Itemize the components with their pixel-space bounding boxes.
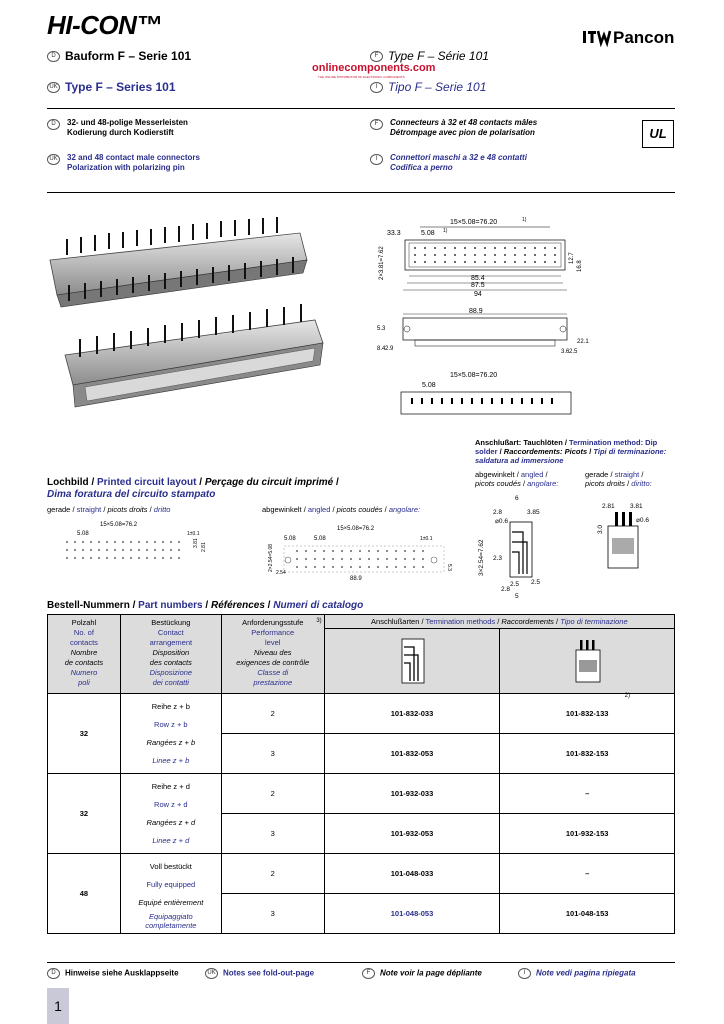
level-cell: 2	[221, 694, 324, 734]
svg-text:3.6: 3.6	[561, 349, 570, 355]
poles-cell: 32	[48, 774, 121, 854]
poles-cell: 48	[48, 854, 121, 934]
svg-text:16.8: 16.8	[577, 260, 583, 272]
svg-text:87.5: 87.5	[471, 282, 485, 289]
table-row	[48, 774, 675, 814]
arrangement-cell: Reihe z + b Row z + b Rangées z + b Linee z + b	[120, 694, 221, 774]
termination-angled-label: abgewinkelt / angled / picots coudés / angolare:	[475, 470, 559, 488]
part-number-angled: 101-932-033	[324, 774, 500, 814]
footer-note-de: D Hinweise siehe Ausklappseite	[47, 968, 179, 979]
part-number-straight: 101-048-153	[500, 894, 675, 934]
svg-text:⌀0.6: ⌀0.6	[636, 517, 649, 524]
header-bestueckung: Bestückung Contact arrangement Disposition des contacts Disposizione dei contatti	[120, 615, 221, 694]
level-cell: 2	[221, 774, 324, 814]
order-title: Bestell-Nummern / Part numbers / Références / Numeri di catalogo	[47, 600, 364, 611]
svg-text:3.81: 3.81	[193, 538, 199, 548]
svg-text:2.3: 2.3	[493, 555, 503, 562]
part-number-straight: –	[500, 854, 675, 894]
page-number: 1	[54, 998, 62, 1014]
part-number-straight: 101-932-153	[500, 814, 675, 854]
header-divider	[47, 108, 675, 109]
logo-text: Pancon	[613, 28, 675, 47]
svg-text:2×2.54=5.08: 2×2.54=5.08	[268, 543, 274, 572]
poles-cell: 32	[48, 694, 121, 774]
svg-text:85.4: 85.4	[471, 275, 485, 282]
svg-text:15×5.08=76.20: 15×5.08=76.20	[450, 372, 498, 379]
svg-text:⌀0.6: ⌀0.6	[495, 518, 508, 525]
desc-uk: UK 32 and 48 contact male connectors Polarization with polarizing pin	[47, 153, 200, 173]
title-fr: F Type F – Série 101	[370, 49, 489, 63]
header-stufe: 3) Anforderungsstufe Performance level Niveau des exigences de contrôle Classe di prestazione	[221, 615, 324, 694]
svg-text:5.08: 5.08	[284, 536, 296, 542]
lang-i-icon: I	[518, 968, 531, 979]
svg-text:6: 6	[515, 495, 519, 502]
dim-top-pitch: 15×5.08=76.20	[450, 219, 498, 226]
arrangement-cell: Reihe z + d Row z + d Rangées z + d Linee z + d	[120, 774, 221, 854]
part-number-angled: 101-048-053	[324, 894, 500, 934]
svg-text:1±0.1: 1±0.1	[420, 536, 433, 542]
lang-d-icon: D	[47, 119, 60, 130]
svg-text:5.3: 5.3	[377, 326, 386, 332]
part-number-angled: 101-832-053	[324, 734, 500, 774]
watermark-top: onlinecomponents.com	[312, 62, 436, 74]
level-cell: 3	[221, 894, 324, 934]
lang-i-icon: I	[370, 82, 383, 93]
angled-pin-icon	[325, 629, 501, 693]
table-header-row	[48, 615, 675, 694]
termination-straight-label: gerade / straight / picots droits / diritto:	[585, 470, 652, 488]
svg-text:1): 1)	[522, 217, 527, 223]
level-cell: 2	[221, 854, 324, 894]
level-cell: 3	[221, 814, 324, 854]
straight-pin-icon	[500, 629, 674, 693]
svg-text:3×2.54=7.62: 3×2.54=7.62	[478, 539, 485, 576]
svg-text:2.81: 2.81	[201, 542, 207, 552]
table-row	[48, 694, 675, 734]
footer-divider	[47, 962, 675, 963]
dimension-drawing	[375, 210, 589, 420]
svg-text:5.08: 5.08	[421, 230, 435, 237]
header-anschluss: Anschlußarten / Termination methods / Raccordements / Tipo di terminazione	[324, 615, 674, 694]
pancon-logo	[583, 26, 675, 46]
svg-text:3.0: 3.0	[597, 524, 604, 534]
level-cell: 3	[221, 734, 324, 774]
straight-termination-drawing	[590, 498, 670, 578]
svg-text:5: 5	[515, 593, 519, 600]
arrangement-cell: Voll bestückt Fully equipped Equipé entièrement Equipaggiato completamente	[120, 854, 221, 934]
svg-text:2.5: 2.5	[569, 349, 578, 355]
lang-f-icon: F	[370, 51, 383, 62]
svg-text:2.81: 2.81	[602, 503, 615, 510]
lang-uk-icon: UK	[47, 154, 60, 165]
table-row	[48, 854, 675, 894]
header-polzahl: Polzahl No. of contacts Nombre de contacts Numero poli	[48, 615, 121, 694]
part-number-straight: 101-832-153	[500, 734, 675, 774]
svg-text:3.81: 3.81	[630, 503, 643, 510]
svg-text:15×5.08=76.2: 15×5.08=76.2	[100, 522, 138, 528]
svg-text:94: 94	[474, 291, 482, 298]
svg-text:1): 1)	[443, 228, 448, 234]
angled-termination-drawing	[475, 492, 550, 600]
svg-text:2.9: 2.9	[385, 346, 394, 352]
footer-note-uk: UK Notes see fold-out-page	[205, 968, 314, 979]
desc-divider	[47, 192, 675, 193]
title-it: I Tipo F – Serie 101	[370, 80, 486, 94]
svg-text:88.9: 88.9	[350, 576, 362, 582]
svg-text:5.08: 5.08	[422, 382, 436, 389]
svg-text:2.8: 2.8	[493, 509, 503, 516]
connector-photo	[45, 215, 330, 415]
footer-note-it: I Note vedi pagina ripiegata	[518, 968, 636, 979]
termination-note: Anschlußart: Tauchlöten / Termination method: Dip solder / Raccordements: Picots / Tipi di terminazione: saldatura ad immersione	[475, 438, 667, 465]
svg-text:3.85: 3.85	[527, 509, 540, 516]
parts-table	[47, 614, 675, 934]
ul-mark-icon: UL	[642, 120, 674, 148]
desc-it: I Connettori maschi a 32 e 48 contatti Codifica a perno	[370, 153, 527, 173]
svg-text:88.9: 88.9	[469, 308, 483, 315]
svg-text:2.54: 2.54	[276, 570, 286, 576]
svg-text:12.7: 12.7	[569, 252, 575, 264]
pcb-layout-angled	[262, 518, 462, 586]
lang-uk-icon: UK	[205, 968, 218, 979]
desc-fr: F Connecteurs à 32 et 48 contacts mâles Détrompage avec pion de polarisation	[370, 118, 537, 138]
lang-uk-icon: UK	[47, 82, 60, 93]
lang-d-icon: D	[47, 51, 60, 62]
pcb-layout-straight	[55, 518, 225, 568]
lochbild-straight-label: gerade / straight / picots droits / dritto	[47, 505, 171, 514]
svg-text:5.08: 5.08	[77, 531, 89, 537]
svg-text:2×3.81=7.62: 2×3.81=7.62	[379, 246, 385, 280]
svg-text:2.5: 2.5	[531, 579, 541, 586]
lang-f-icon: F	[362, 968, 375, 979]
footer-note-fr: F Note voir la page dépliante	[362, 968, 482, 979]
svg-text:2.5: 2.5	[510, 581, 520, 588]
page-number-tab	[47, 988, 69, 1024]
svg-text:33.3: 33.3	[387, 230, 401, 237]
lang-f-icon: F	[370, 119, 383, 130]
lochbild-angled-label: abgewinkelt / angled / picots coudés / angolare:	[262, 505, 421, 514]
svg-text:22.1: 22.1	[577, 339, 589, 345]
svg-text:5.3: 5.3	[446, 564, 452, 571]
svg-text:15×5.08=76.2: 15×5.08=76.2	[337, 526, 375, 532]
desc-de: D 32- und 48-polige Messerleisten Kodierung durch Kodierstift	[47, 118, 188, 138]
part-number-angled: 101-932-053	[324, 814, 500, 854]
title-de: D Bauform F – Serie 101	[47, 49, 191, 63]
svg-text:1±0.1: 1±0.1	[187, 531, 200, 537]
watermark-top-sub: THE ONLINE DISTRIBUTOR OF ELECTRONIC COMPONENTS	[318, 75, 405, 79]
part-number-straight: 2) 101-832-133	[500, 694, 675, 734]
title-uk: UK Type F – Series 101	[47, 80, 176, 94]
part-number-straight: –	[500, 774, 675, 814]
svg-text:2.8: 2.8	[501, 586, 511, 593]
part-number-angled: 101-048-033	[324, 854, 500, 894]
lang-d-icon: D	[47, 968, 60, 979]
part-number-angled: 101-832-033	[324, 694, 500, 734]
brand-title: HI-CON™	[47, 10, 162, 40]
svg-text:5.08: 5.08	[314, 536, 326, 542]
svg-text:8.4: 8.4	[377, 346, 386, 352]
lochbild-title: Lochbild / Printed circuit layout / Perçage du circuit imprimé / Dima foratura del circuito stampato	[47, 477, 339, 500]
lang-i-icon: I	[370, 154, 383, 165]
